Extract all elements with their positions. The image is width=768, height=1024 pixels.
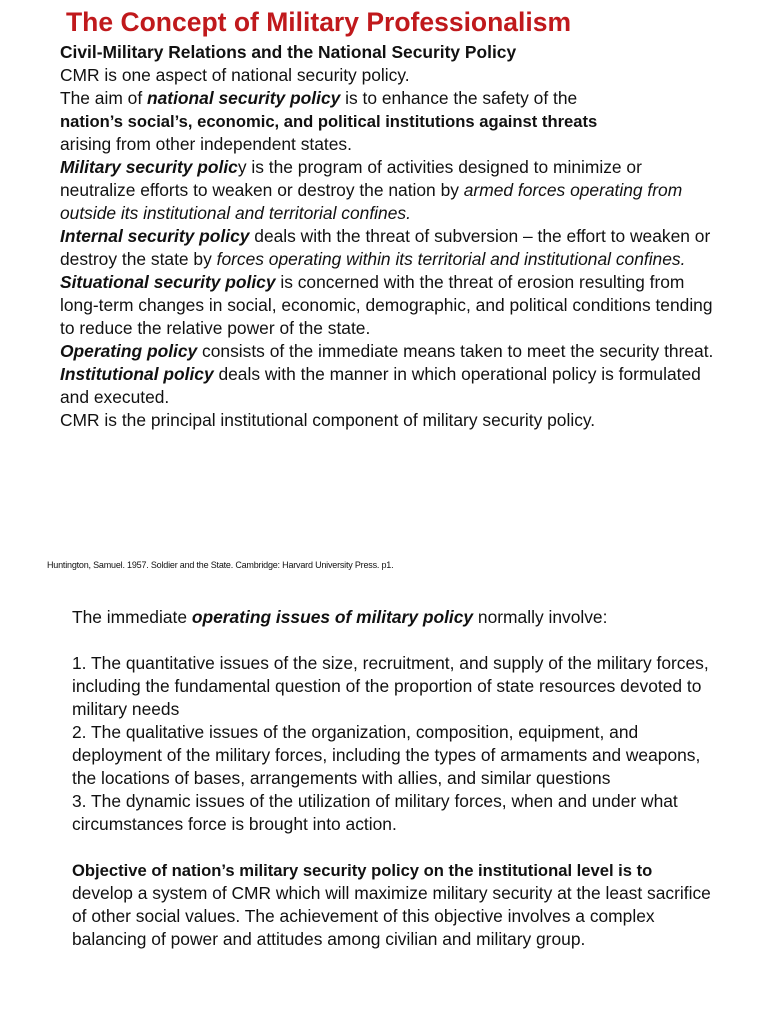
paragraph-objective	[72, 859, 712, 951]
text-lead: The aim of	[60, 88, 147, 108]
section-operating-issues	[72, 606, 712, 951]
text-rest: arising from other independent states.	[60, 134, 352, 154]
paragraph-internal-security-policy	[60, 225, 720, 271]
page-title: The Concept of Military Professionalism	[66, 7, 572, 37]
term-operating-issues: operating issues of military policy	[191, 607, 474, 627]
section-heading: Civil-Military Relations and the National Security Policy	[60, 42, 517, 62]
citation: Huntington, Samuel. 1957. Soldier and the State. Cambridge: Harvard University Press. p1.	[47, 560, 394, 570]
paragraph-situational-security-policy	[60, 271, 720, 340]
paragraph-national-security-policy	[60, 87, 720, 156]
text-tail: deals with the manner in which operational policy is formulated and executed.	[60, 364, 701, 407]
term-situational-security-policy: Situational security policy	[60, 272, 276, 292]
text-tail: is to enhance the safety of the	[340, 88, 578, 108]
text-tail: deals with the threat of subversion – the effort to weaken or destroy the state by	[60, 226, 711, 269]
text-objective-rest: develop a system of CMR which will maximize military security at the least sacrifice of other social values. The achievement of this objective involves a complex balancing of power and attitudes among civilian and military group.	[72, 883, 711, 949]
text-objective-bold: Objective of nation’s military security policy on the institutional level is to	[72, 861, 653, 880]
list-item: 3. The dynamic issues of the utilization of military forces, when and under what circumstances force is brought into action.	[72, 791, 678, 834]
term-institutional-policy: Institutional policy	[60, 364, 214, 384]
section-civil-military-relations	[60, 41, 720, 432]
text-tail: consists of the immediate means taken to meet the security threat.	[197, 341, 714, 361]
paragraph-cmr-principal: CMR is the principal institutional component of military security policy.	[60, 410, 596, 430]
list-item: 2. The qualitative issues of the organization, composition, equipment, and deployment of the military forces, including the types of armaments and weapons, the locations of bases, arrangements with allies, and similar questions	[72, 722, 701, 788]
paragraph-operating-policy	[60, 340, 720, 363]
spacer	[72, 836, 712, 859]
paragraph-institutional-policy	[60, 363, 720, 409]
text-italic: forces operating within its territorial and institutional confines.	[216, 249, 686, 269]
term-internal-security-policy: Internal security policy	[60, 226, 250, 246]
term-military-security-policy: Military security polic	[60, 157, 238, 177]
text-lead: The immediate	[72, 607, 192, 627]
text-tail: y is the program of activities designed to minimize or neutralize efforts to weaken or destroy the nation by	[60, 157, 642, 200]
text-bold-line: nation’s social’s, economic, and political institutions against threats	[60, 112, 598, 131]
text-tail: is concerned with the threat of erosion resulting from long-term changes in social, economic, demographic, and political conditions tending to reduce the relative power of the state.	[60, 272, 713, 338]
paragraph-cmr-aspect: CMR is one aspect of national security policy.	[60, 65, 410, 85]
term-national-security-policy: national security policy	[147, 88, 341, 108]
list-item: 1. The quantitative issues of the size, recruitment, and supply of the military forces, including the fundamental question of the proportion of state resources devoted to military needs	[72, 653, 709, 719]
spacer	[72, 629, 712, 652]
term-operating-policy: Operating policy	[60, 341, 198, 361]
text-italic: armed forces operating from outside its institutional and territorial confines.	[60, 180, 683, 223]
text-tail: normally involve:	[473, 607, 608, 627]
paragraph-military-security-policy	[60, 156, 720, 225]
paragraph-intro	[72, 606, 712, 629]
